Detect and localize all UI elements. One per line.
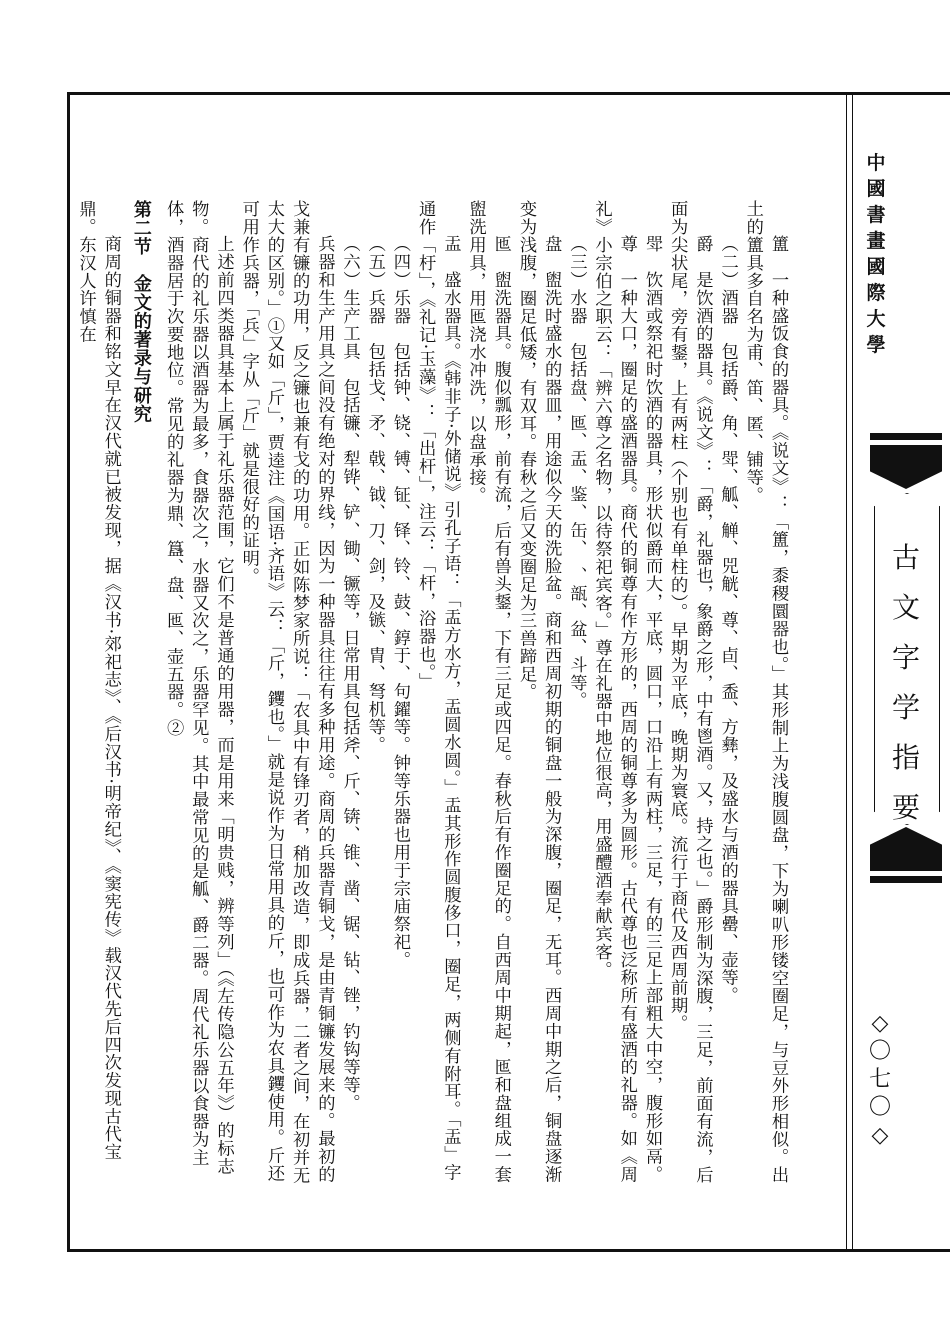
book-title-char: 字 (891, 641, 920, 674)
cartouche-bar-top (870, 433, 942, 440)
series-title-char: 學 (866, 334, 886, 356)
page-number-char: ◇ (871, 1011, 889, 1036)
series-title (864, 150, 888, 358)
paragraph-yu: 盂 盛水器具。《韩非子·外储说》引孔子语：「盂方水方，盂圆水圆。」盂其形作圆腹侈口，圈足，两侧有附耳。「盂」字通作「杅」，《礼记·玉藻》：「出杆」，注云：「杆，浴器也。」 (415, 200, 461, 1181)
page-number-char: 〇 (868, 1039, 891, 1064)
page-number-char: 〇 (868, 1095, 891, 1120)
paragraph-pan: 盘 盥洗时盛水的器皿，用途似今天的洗脸盆。商和西周初期的铜盘一般为深腹，圈足，无耳。西周中期之后，铜盘逐渐变为浅腹，圈足低矮，有双耳。春秋之后又变圈足为三兽蹄足。 (515, 200, 562, 1183)
paragraph-instruments: （四）乐器 包括钟、铙、镈、钲、铎、铃、鼓、錞于、句鑃等。钟等乐器也用于宗庙祭祀。 (389, 234, 410, 969)
book-title-char: 古 (891, 541, 920, 574)
book-title-char: 指 (891, 741, 920, 774)
series-title-char: 書 (866, 204, 886, 226)
series-title-char: 畫 (866, 230, 886, 252)
paragraph-water-vessels: （三）水器 包括盘、匜、盂、鉴、缶、 、瓿、盆、斗等。 (566, 234, 587, 709)
paragraph-gui: 簠 一种盛饭食的器具。《说文》：「簠，黍稷圜器也。」其形制上为浅腹圆盘，下为喇叭形镂空圈足，与豆外形相似。出土的簠具多自名为甫、笛、匿、铺等。 (742, 200, 788, 1184)
cartouche-ornament-top (870, 445, 942, 489)
book-title (884, 533, 928, 833)
series-title-char: 大 (866, 308, 886, 330)
paragraph-discovery: 商周的铜器和铭文早在汉代就已被发现，据《汉书·郊祀志》、《后汉书·明帝纪》、《窦宪传》载汉代先后四次发现古代宝鼎。东汉人许慎在 (75, 200, 121, 1161)
paragraph-yi: 匜 盥洗器具。腹似瓢形，前有流，后有兽头鋬，下有三足或四足。春秋后有作圈足的。自西周中期起，匜和盘组成一套盥洗用具，用匜浇水冲洗，以盘承接。 (465, 200, 511, 1183)
cartouche-ornament-bottom (870, 827, 942, 871)
book-title-cartouche (870, 433, 942, 883)
margin-rule-thin (852, 92, 853, 1252)
paragraph-wine-vessels: （二）酒器 包括爵、角、斝、觚、觯、兕觥、尊、卣、盉、方彝，及盛水与酒的器具罍、壶等。 (717, 234, 738, 1004)
paragraph-weapons: （五）兵器 包括戈、矛、戟、钺、刀、剑，及镞、胄、弩机等。 (364, 234, 385, 754)
paragraph-jue: 爵 是饮酒的器具。《说文》：「爵，礼器也，象爵之形，中有鬯酒。又，持之也。」爵形制为深腹，三足，前面有流，后面为尖状尾，旁有鋬，上有两柱（个别也有单柱的）。早期为平底，晚期为寰底。流行于商代及西周前期。 (667, 200, 713, 1184)
page-number-char: 七 (868, 1067, 891, 1092)
paragraph-zun: 尊 一种大口，圈足的盛酒器具。商代的铜尊有作方形的，西周的铜尊多为圆形。古代尊也泛称所有盛酒的礼器。如《周礼》小宗伯之职云：「辨六尊之名物，以待祭祀宾客。」尊在礼器中地位很高，用盛醴酒奉献宾客。 (591, 200, 637, 1183)
paragraph-summary: 上述前四类器具基本上属于礼乐器范围，它们不是普通的用器，而是用来「明贵贱，辨等列」（《左传隐公五年》）的标志物。商代的礼乐器以酒器为最多，食器次之，水器又次之，乐器罕见。其中最常见的是觚、爵二器。周代礼乐器以食器为主体，酒器居于次要地位。常见的礼器为鼎、簋、盘、匜、壶五器。② (163, 200, 234, 1175)
book-title-char: 学 (891, 691, 920, 724)
cartouche-bar-bottom (870, 876, 942, 883)
series-title-char: 中 (866, 152, 886, 174)
page-number (866, 1010, 894, 1150)
body-text (72, 200, 790, 1185)
book-title-char: 文 (891, 591, 920, 624)
margin-rule (846, 92, 847, 1252)
section-heading: 第二节 金文的著录与研究 (130, 200, 152, 424)
page-number-char: ◇ (871, 1123, 889, 1148)
series-title-char: 國 (866, 178, 886, 200)
paragraph-weapons-tools: 兵器和生产用具之间没有绝对的界线，因为一种器具往往有多种用途。商周的兵器青铜戈，是由青铜镰发展来的。最初的戈兼有镰的功用，反之镰也兼有戈的功用。正如陈梦家所说：「农具中有锋刃者，稍加改造，即成兵器，二者之间，在初并无太大的区别。」①又如「斤」，贾逵注《国语·齐语》云：「斤，钁也。」就是说作为日常用具的斤，也可作为农具钁使用。斤还可用作兵器，「兵」字从「斤」就是很好的证明。 (238, 200, 335, 1184)
series-title-char: 國 (866, 256, 886, 278)
series-title-char: 際 (866, 282, 886, 304)
book-title-char: 要 (891, 791, 920, 824)
paragraph-tools: （六）生产工具 包括镰、犁铧、铲、锄、镢等，日常用具包括斧、斤、锛、锥、凿、锯、钻、锉，钓钩等等。 (339, 234, 360, 1112)
paragraph-jia: 斝 饮酒或祭祀时饮酒的器具，形状似爵而大，平底，圆口，口沿上有两柱，三足，有的三足上部粗大中空，腹形如鬲。 (641, 234, 662, 1183)
